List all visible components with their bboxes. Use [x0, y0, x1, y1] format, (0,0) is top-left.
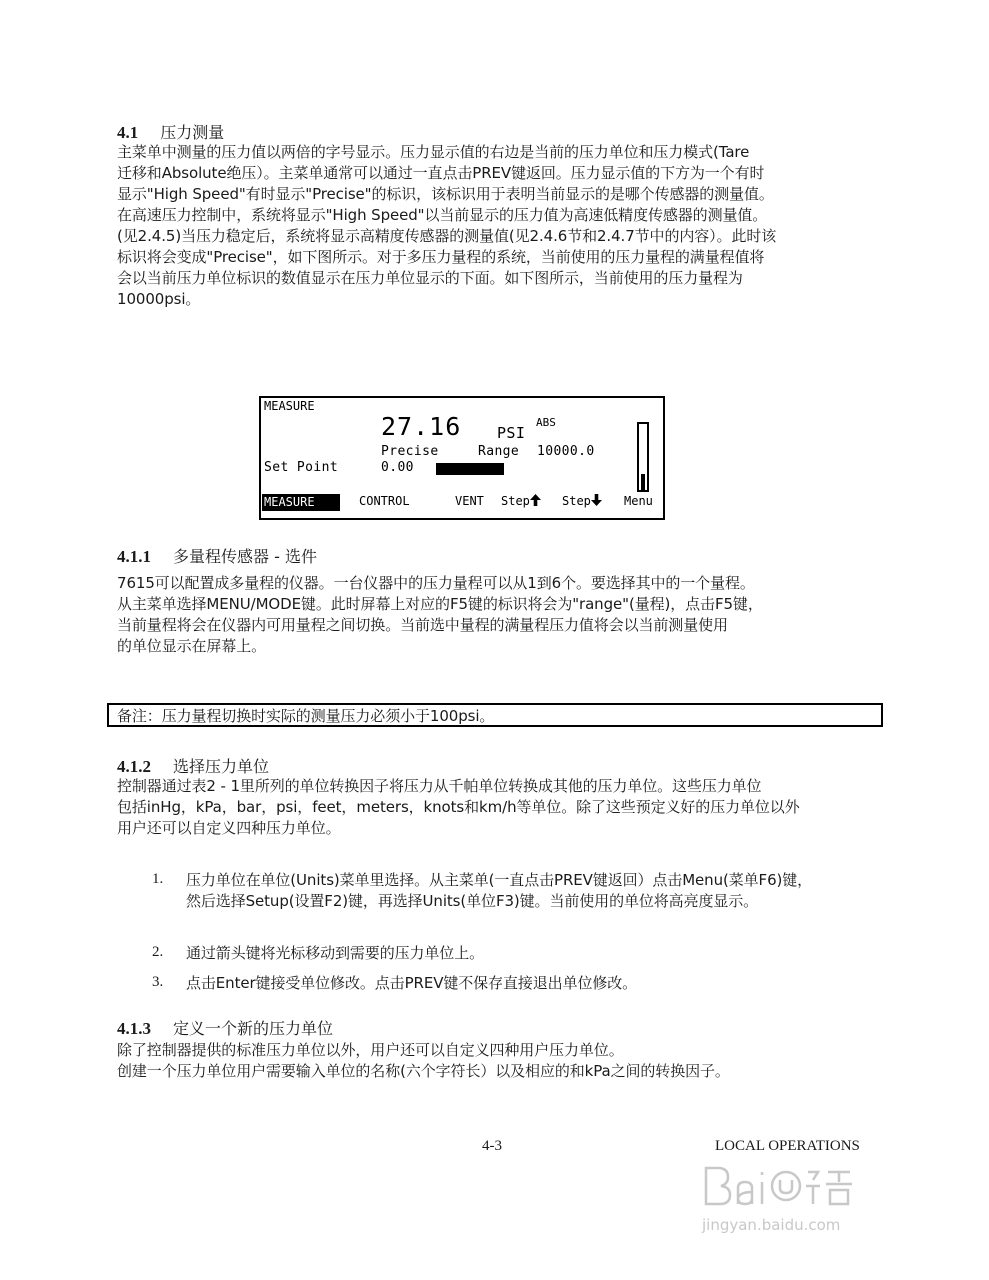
- section-4-1-paragraph: [117, 142, 776, 310]
- section-4-1-heading: [117, 120, 224, 143]
- lcd-mode-label: MEASURE: [264, 399, 315, 413]
- section-4-1-2-paragraph: [117, 776, 800, 839]
- section-4-1-2-heading: [117, 754, 269, 777]
- softkey-vent[interactable]: VENT: [455, 494, 484, 508]
- step-line: 点击Enter键接受单位修改。点击PREV键不保存直接退出单位修改。: [186, 974, 638, 992]
- section-title: 定义一个新的压力单位: [173, 1019, 334, 1038]
- paragraph-line: 当前量程将会在仪器内可用量程之间切换。当前选中量程的满量程压力值将会以当前测量使用: [117, 616, 728, 634]
- arrow-up-icon: [530, 494, 541, 506]
- paragraph-line: 控制器通过表2 - 1里所列的单位转换因子将压力从千帕单位转换成其他的压力单位。这些压力单位: [117, 777, 762, 795]
- lcd-setpoint-value: 0.00: [381, 460, 414, 475]
- page-number: 4-3: [482, 1138, 502, 1154]
- step-line: 压力单位在单位(Units)菜单里选择。从主菜单(一直点击PREV键返回）点击Menu(菜单F6)键，: [186, 871, 813, 889]
- lcd-display-figure: [259, 396, 665, 520]
- section-4-1-1-heading: [117, 544, 317, 567]
- note-text: 备注：压力量程切换时实际的测量压力必须小于100psi。: [117, 707, 495, 725]
- section-number: 4.1: [117, 123, 139, 142]
- lcd-pressure-value: 27.16: [381, 412, 462, 441]
- lcd-level-gauge-fill: [641, 474, 645, 491]
- step-line: 然后选择Setup(设置F2)键，再选择Units(单位F3)键。当前使用的单位将高亮度显示。: [186, 892, 759, 910]
- paragraph-line: 在高速压力控制中，系统将显示"High Speed"以当前显示的压力值为高速低精度传感器的测量值。: [117, 206, 768, 224]
- section-title: 选择压力单位: [173, 757, 270, 776]
- softkey-menu[interactable]: Menu: [624, 494, 653, 508]
- baidu-watermark: [700, 1158, 880, 1234]
- watermark-url: jingyan.baidu.com: [702, 1216, 841, 1234]
- paragraph-line: 主菜单中测量的压力值以两倍的字号显示。压力显示值的右边是当前的压力单位和压力模式(Tare: [117, 143, 750, 161]
- section-title: 压力测量: [160, 123, 225, 142]
- paragraph-line: 标识将会变成"Precise"，如下图所示。对于多压力量程的系统，当前使用的压力量程的满量程值将: [117, 248, 765, 266]
- section-title: 多量程传感器 - 选件: [173, 547, 317, 566]
- note-box: [107, 703, 883, 727]
- baidu-logo-icon: [700, 1158, 880, 1216]
- step-number: 2.: [152, 944, 164, 960]
- section-number: 4.1.1: [117, 547, 151, 566]
- step-number: 3.: [152, 974, 164, 990]
- softkey-step-up-label: Step: [501, 494, 530, 508]
- section-4-1-1-paragraph: [117, 573, 763, 657]
- lcd-level-gauge: [637, 422, 649, 492]
- paragraph-line: 的单位显示在屏幕上。: [117, 637, 267, 655]
- step-text: [186, 943, 926, 964]
- section-4-1-3-heading: [117, 1016, 333, 1039]
- paragraph-line: 从主菜单选择MENU/MODE键。此时屏幕上对应的F5键的标识将会为"range"(量程)，点击F5键，: [117, 595, 763, 613]
- section-number: 4.1.3: [117, 1019, 151, 1038]
- softkey-step-up[interactable]: [501, 494, 541, 508]
- softkey-step-down-label: Step: [562, 494, 591, 508]
- lcd-sensor-label: Precise: [381, 444, 439, 459]
- paragraph-line: 7615可以配置成多量程的仪器。一台仪器中的压力量程可以从1到6个。要选择其中的一个量程。: [117, 574, 755, 592]
- step-text: [186, 870, 926, 912]
- section-4-1-3-paragraph: [117, 1040, 730, 1082]
- step-line: 通过箭头键将光标移动到需要的压力单位上。: [186, 944, 485, 962]
- paragraph-line: 除了控制器提供的标准压力单位以外，用户还可以自定义四种用户压力单位。: [117, 1041, 624, 1059]
- paragraph-line: (见2.4.5)当压力稳定后，系统将显示高精度传感器的测量值(见2.4.6节和2.4.7节中的内容）。此时该: [117, 227, 777, 245]
- softkey-step-down[interactable]: [562, 494, 602, 508]
- arrow-down-icon: [591, 494, 602, 506]
- lcd-unit-mode: ABS: [536, 416, 556, 429]
- lcd-setpoint-cursor: [436, 463, 504, 475]
- softkey-measure[interactable]: MEASURE: [262, 494, 340, 511]
- lcd-setpoint-label: Set Point: [264, 460, 339, 475]
- paragraph-line: 迁移和Absolute绝压）。主菜单通常可以通过一直点击PREV键返回。压力显示值的下方为一个有时: [117, 164, 765, 182]
- paragraph-line: 会以当前压力单位标识的数值显示在压力单位显示的下面。如下图所示，当前使用的压力量程为: [117, 269, 743, 287]
- paragraph-line: 显示"High Speed"有时显示"Precise"的标识，该标识用于表明当前显示的是哪个传感器的测量值。: [117, 185, 774, 203]
- paragraph-line: 包括inHg，kPa，bar，psi，feet，meters，knots和km/h等单位。除了这些预定义好的压力单位以外: [117, 798, 800, 816]
- lcd-range-value: 10000.0: [537, 444, 595, 459]
- softkey-control[interactable]: CONTROL: [359, 494, 410, 508]
- section-number: 4.1.2: [117, 757, 151, 776]
- step-text: [186, 973, 926, 994]
- paragraph-line: 创建一个压力单位用户需要输入单位的名称(六个字符长）以及相应的和kPa之间的转换因子。: [117, 1062, 730, 1080]
- lcd-unit: PSI: [497, 424, 526, 442]
- chapter-title: LOCAL OPERATIONS: [715, 1138, 860, 1154]
- paragraph-line: 10000psi。: [117, 290, 201, 308]
- step-number: 1.: [152, 871, 164, 887]
- lcd-range-label: Range: [478, 444, 520, 459]
- paragraph-line: 用户还可以自定义四种压力单位。: [117, 819, 341, 837]
